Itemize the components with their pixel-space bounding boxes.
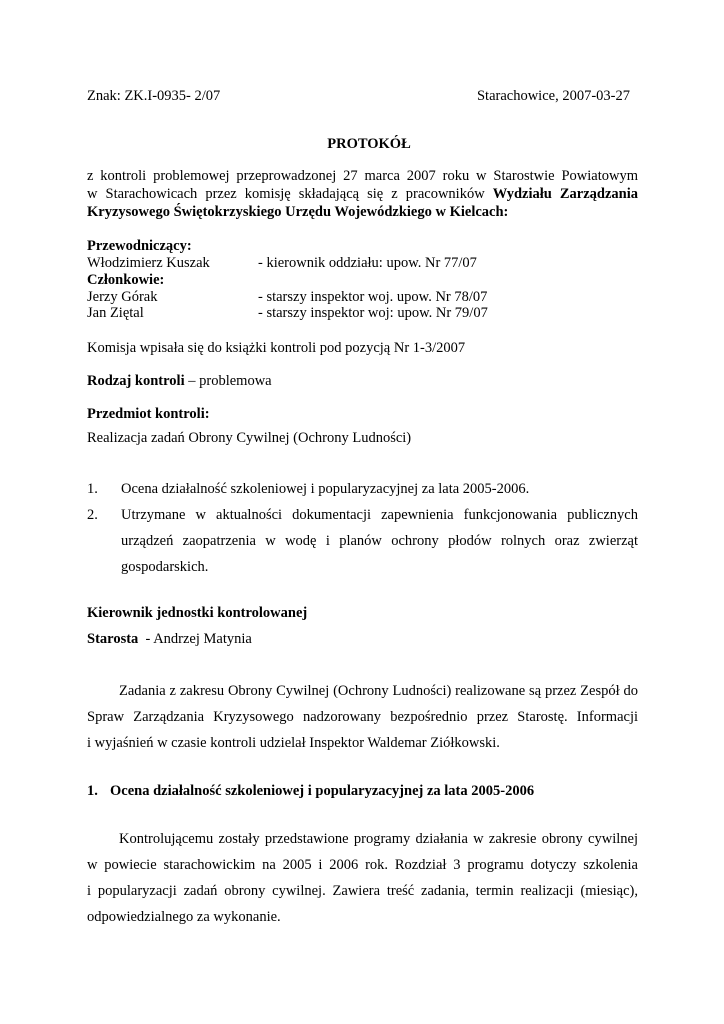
paragraph-1 [87, 678, 638, 756]
section-1-title: Ocena działalność szkoleniowej i popularyzacyjnej za lata 2005-2006 [110, 783, 535, 799]
list-item-2-line-2: urządzeń zaopatrzenia w wodę i planów ochrony płodów rolnych oraz zwierząt [121, 533, 638, 549]
list-item-1-text: Ocena działalność szkoleniowej i popularyzacyjnej za lata 2005-2006. [121, 481, 530, 497]
intro-line-1: z kontroli problemowej przeprowadzonej 27 marca 2007 roku w Starostwie Powiatowym [87, 168, 638, 184]
chair-role: - kierownik oddziału: upow. Nr 77/07 [258, 255, 477, 271]
paragraph-2 [87, 826, 638, 930]
head-unit-role: Starosta [87, 631, 139, 647]
control-type [87, 373, 272, 389]
list-item-2 [121, 502, 638, 580]
page-title: PROTOKÓŁ [327, 136, 411, 152]
control-type-label: Rodzaj kontroli [87, 373, 185, 389]
head-unit-person [87, 631, 252, 647]
chair-label: Przewodniczący: [87, 238, 192, 254]
list-item-2-number: 2. [87, 507, 98, 523]
paragraph-2-line-4: odpowiedzialnego za wykonanie. [87, 909, 281, 925]
member-1-name: Jerzy Górak [87, 289, 158, 305]
paragraph-1-line-3: i wyjaśnień w czasie kontroli udzielał Inspektor Waldemar Ziółkowski. [87, 735, 500, 751]
intro-line-3: Kryzysowego Świętokrzyskiego Urzędu Wojewódzkiego w Kielcach: [87, 204, 509, 220]
chair-name: Włodzimierz Kuszak [87, 255, 210, 271]
list-item-2-line-3: gospodarskich. [121, 559, 209, 575]
paragraph-2-line-3: i popularyzacji zadań obrony cywilnej. Zawiera treść zadania, termin realizacji (miesiąc), [87, 883, 638, 899]
list-item-2-line-1: Utrzymane w aktualności dokumentacji zapewnienia funkcjonowania publicznych [121, 507, 638, 523]
intro-line-2-text: w Starachowicach przez komisję składającą się z pracowników [87, 186, 493, 202]
paragraph-2-line-1: Kontrolującemu zostały przedstawione programy działania w zakresie obrony cywilnej [119, 831, 638, 847]
members-label: Członkowie: [87, 272, 165, 288]
document-sign: Znak: ZK.I-0935- 2/07 [87, 88, 221, 104]
section-1-number: 1. [87, 783, 98, 799]
subject-value: Realizacja zadań Obrony Cywilnej (Ochrony Ludności) [87, 430, 412, 446]
intro-line-2 [87, 186, 638, 202]
subject-label: Przedmiot kontroli: [87, 406, 210, 422]
paragraph-1-line-1: Zadania z zakresu Obrony Cywilnej (Ochrony Ludności) realizowane są przez Zespół do [119, 683, 638, 699]
control-type-value: – problemowa [184, 373, 272, 389]
paragraph-2-line-2: w powiecie starachowickim na 2005 i 2006 rok. Rozdział 3 programu dotyczy szkolenia [87, 857, 638, 873]
member-1-role: - starszy inspektor woj. upow. Nr 78/07 [258, 289, 488, 305]
member-2-role: - starszy inspektor woj: upow. Nr 79/07 [258, 305, 488, 321]
list-item-1-number: 1. [87, 481, 98, 497]
intro-line-2-bold: Wydziału Zarządzania [492, 186, 638, 202]
head-unit-name: - Andrzej Matynia [138, 631, 252, 647]
book-entry: Komisja wpisała się do książki kontroli pod pozycją Nr 1-3/2007 [87, 340, 466, 356]
paragraph-1-line-2: Spraw Zarządzania Kryzysowego nadzorowany bezpośrednio przez Starostę. Informacji [87, 709, 638, 725]
head-unit-label: Kierownik jednostki kontrolowanej [87, 605, 308, 621]
member-2-name: Jan Ziętal [87, 305, 144, 321]
place-date: Starachowice, 2007-03-27 [476, 88, 630, 104]
